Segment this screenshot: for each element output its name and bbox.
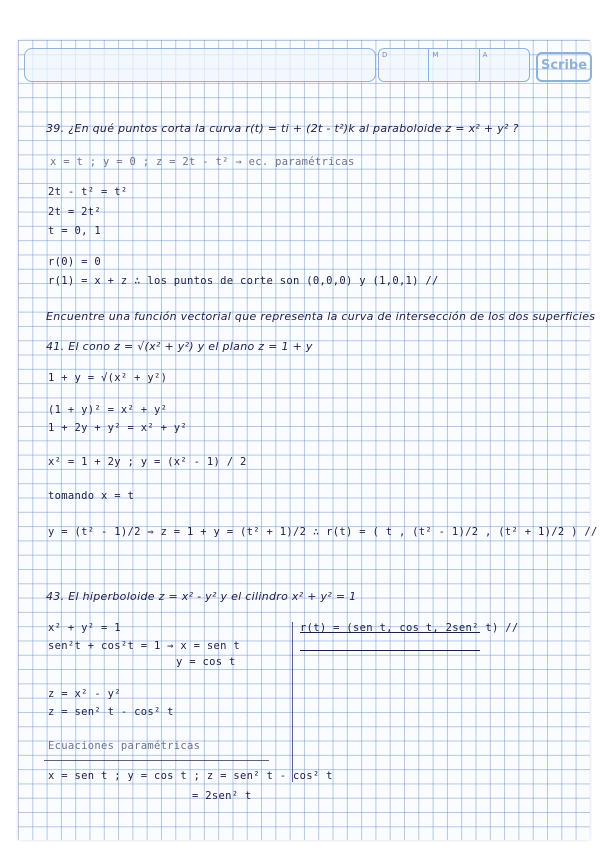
- date-month-field: M: [429, 49, 479, 81]
- note-line-17: x² + y² = 1: [48, 622, 121, 634]
- note-line-3: 2t - t² = t²: [48, 186, 128, 198]
- note-line-15: y = (t² - 1)/2 ⇒ z = 1 + y = (t² + 1)/2 ∴ r(t) = ( t , (t² - 1)/2 , (t² + 1)/2 ) //: [48, 526, 598, 538]
- column-divider: [292, 622, 293, 782]
- note-line-24: x = sen t ; y = cos t ; z = sen² t - cos² t: [48, 770, 333, 782]
- note-line-20: y = cos t: [176, 656, 236, 668]
- equation-underline: [44, 760, 269, 761]
- note-line-16: 43. El hiperboloide z = x² - y² y el cilindro x² + y² = 1: [46, 590, 357, 603]
- note-line-2: x = t ; y = 0 ; z = 2t - t² → ec. paramétricas: [50, 156, 355, 168]
- note-line-10: 1 + y = √(x² + y²): [48, 372, 168, 384]
- note-line-18: r(t) = (sen t, cos t, 2sen² t) //: [300, 622, 519, 634]
- note-line-23: Ecuaciones paramétricas: [48, 740, 201, 752]
- note-line-4: 2t = 2t²: [48, 206, 101, 218]
- note-line-5: t = 0, 1: [48, 225, 101, 237]
- note-line-11: (1 + y)² = x² + y²: [48, 404, 168, 416]
- note-line-7: r(1) = x + z ∴ los puntos de corte son (0,0,0) y (1,0,1) //: [48, 275, 439, 287]
- date-day-field: D: [379, 49, 429, 81]
- note-line-8: Encuentre una función vectorial que representa la curva de intersección de los dos superficies: [46, 310, 596, 323]
- note-line-21: z = x² - y²: [48, 688, 121, 700]
- header-name-box: [24, 48, 376, 82]
- answer-underline-2: [300, 650, 480, 651]
- note-line-19: sen²t + cos²t = 1 → x = sen t: [48, 640, 241, 652]
- date-year-field: A: [482, 51, 488, 59]
- note-line-22: z = sen² t - cos² t: [48, 706, 174, 718]
- date-box: [378, 48, 530, 82]
- note-line-13: x² = 1 + 2y ; y = (x² - 1) / 2: [48, 456, 247, 468]
- note-line-14: tomando x = t: [48, 490, 135, 502]
- note-line-25: = 2sen² t: [192, 790, 252, 802]
- note-line-1: 39. ¿En qué puntos corta la curva r(t) = ti + (2t - t²)k al paraboloide z = x² + y² ?: [46, 122, 519, 135]
- note-line-12: 1 + 2y + y² = x² + y²: [48, 422, 188, 434]
- brand-logo: Scribe: [536, 52, 592, 82]
- note-line-9: 41. El cono z = √(x² + y²) y el plano z = 1 + y: [46, 340, 313, 353]
- note-line-6: r(0) = 0: [48, 256, 101, 268]
